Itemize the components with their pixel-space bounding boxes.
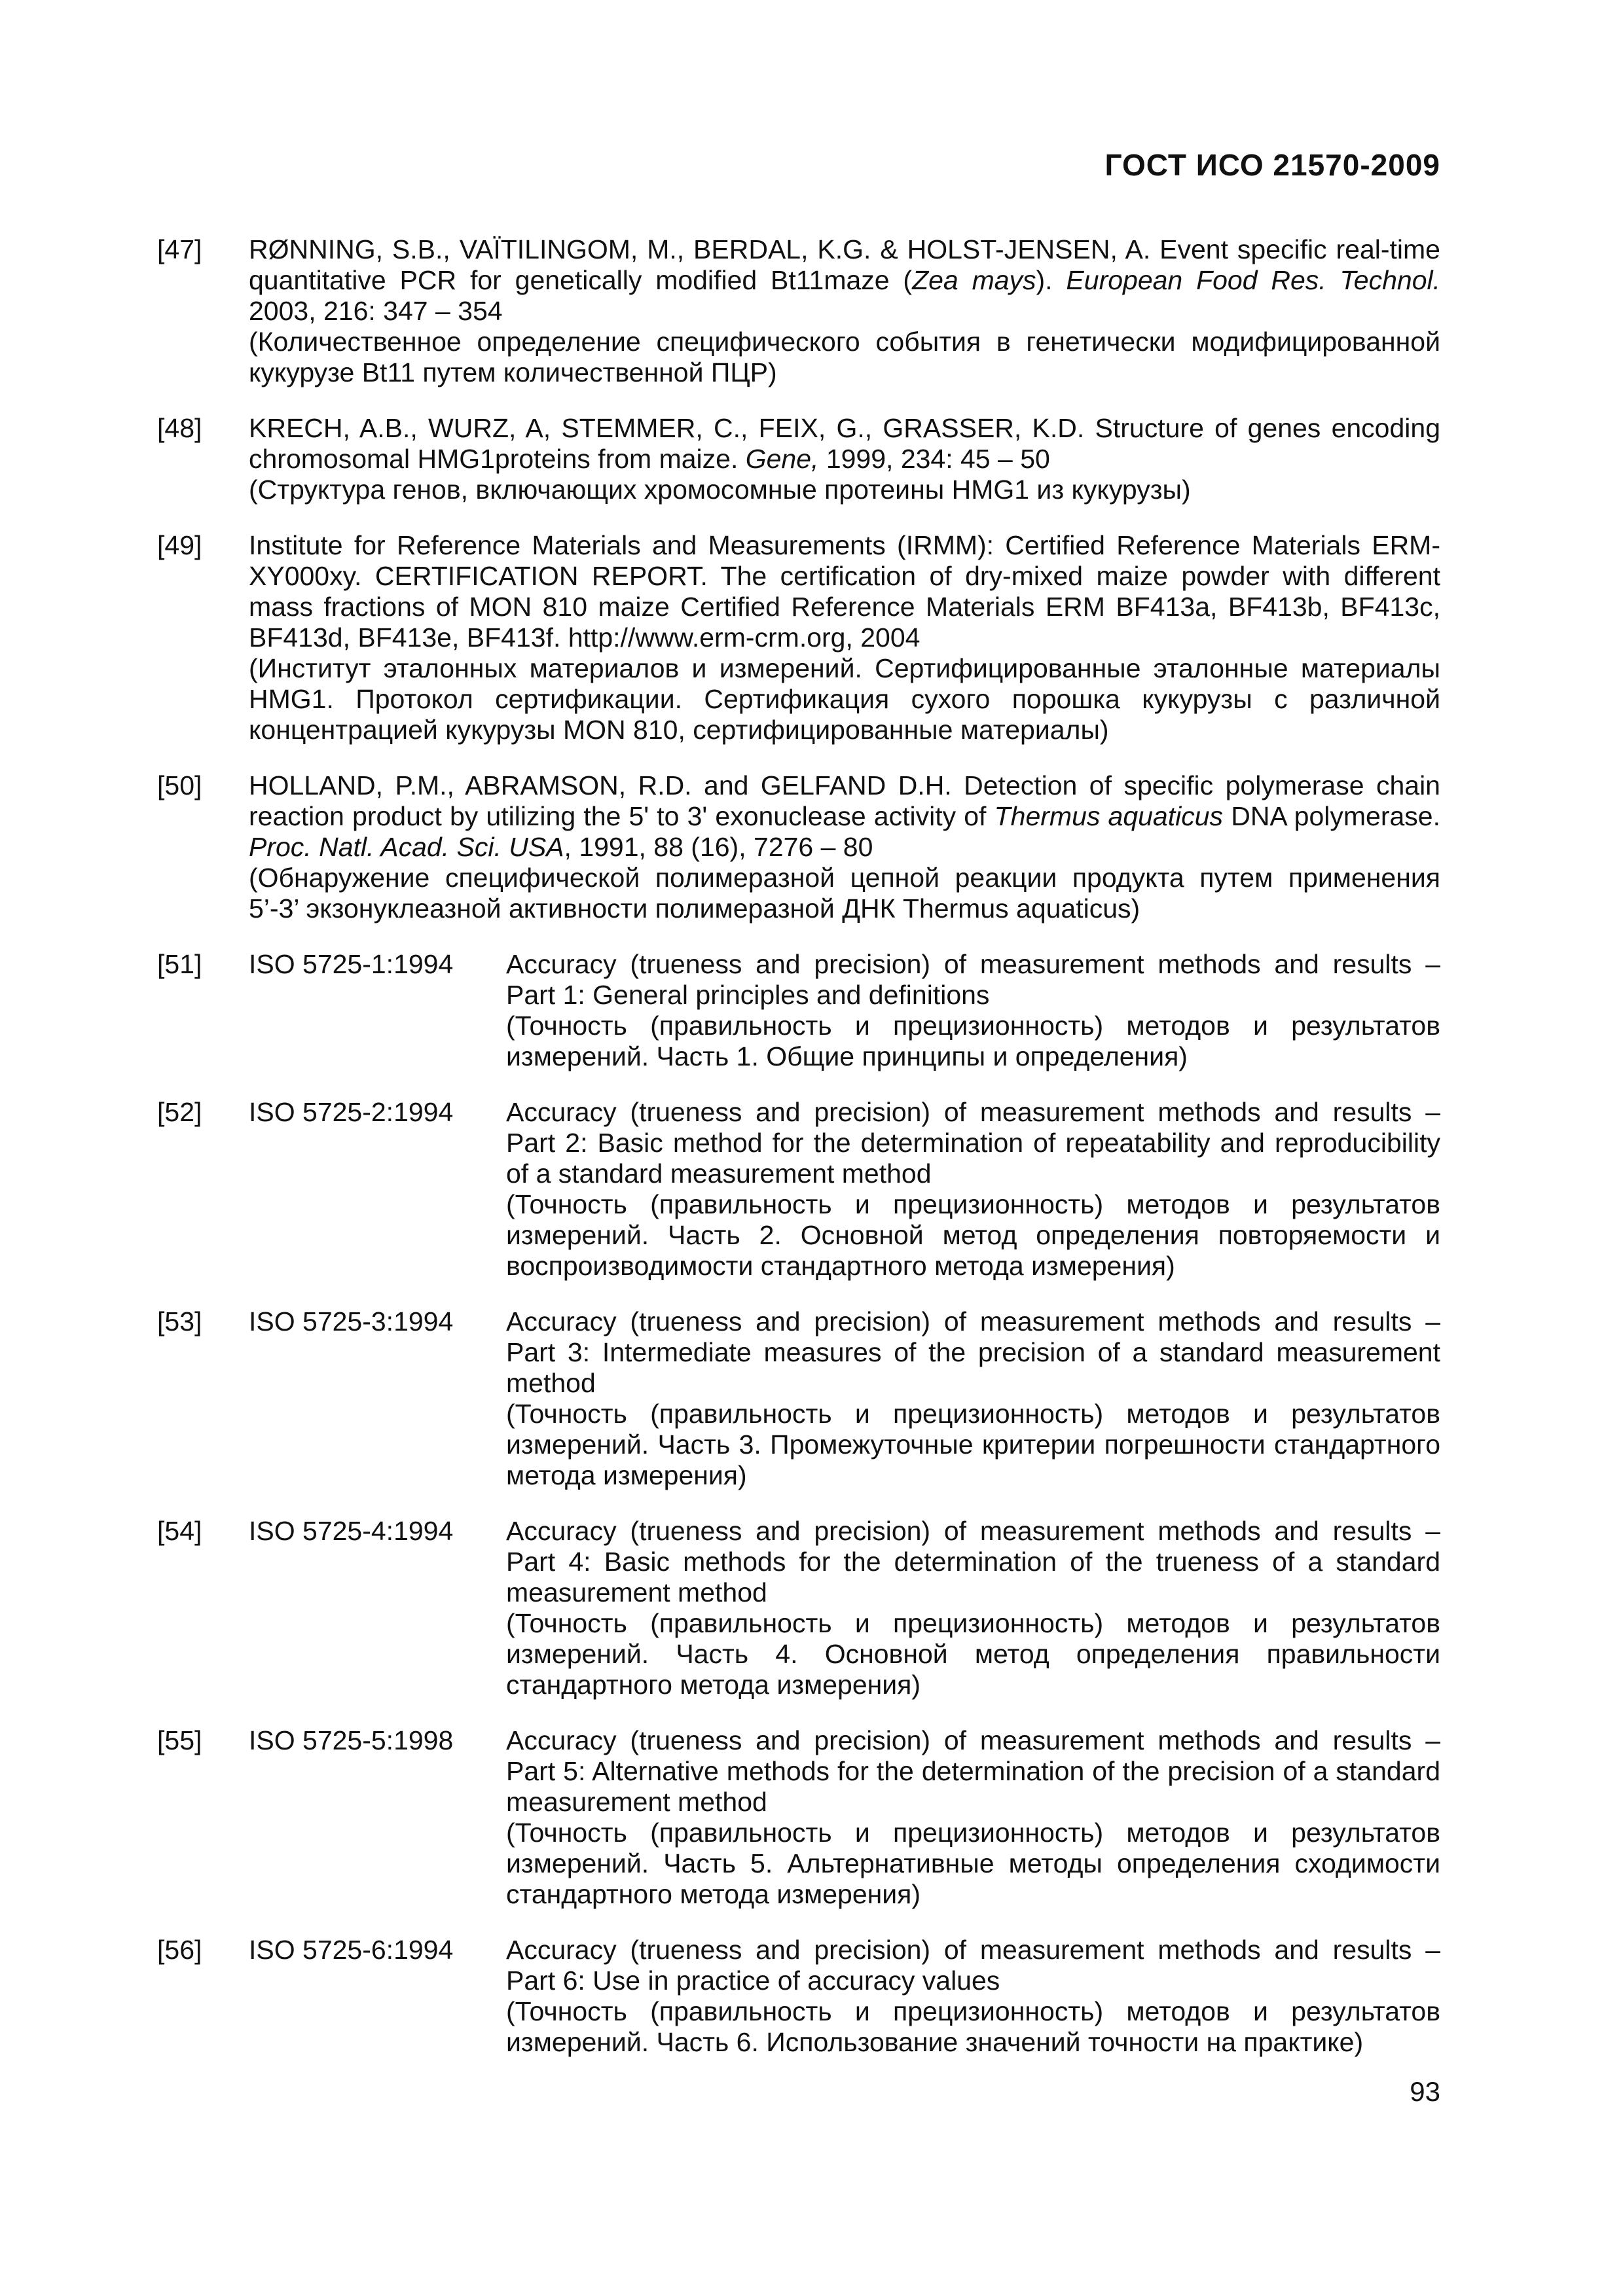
reference-text <box>249 530 1440 745</box>
reference-title: Accuracy (trueness and precision) of measurement methods and results – Part 6: Use in practice of accuracy values <box>506 1935 1440 1996</box>
reference-translation: (Институт эталонных материалов и измерений. Сертифицированные эталонные материалы HMG1. Протокол сертификации. Сертификация сухого порошка кукурузы с различной концентрацией кукурузы MON 810, сертифицированные материалы) <box>249 653 1440 745</box>
reference-text-part: HOLLAND, P.M., ABRAMSON, R.D. and GELFAND D.H. Detection of specific polymerase chain reaction product by utilizing the 5' to 3' exonuclease activity of <box>249 770 1440 831</box>
reference-translation: (Структура генов, включающих хромосомные протеины HMG1 из кукурузы) <box>249 475 1191 505</box>
reference-translation: (Точность (правильность и прецизионность) методов и результатов измерений. Часть 2. Основной метод определения повторяемости и воспроизводимости стандартного метода измерения) <box>506 1189 1440 1281</box>
reference-47 <box>157 234 1440 388</box>
reference-title: Accuracy (trueness and precision) of measurement methods and results – Part 4: Basic methods for the determination of the trueness of a standard measurement method <box>506 1516 1440 1607</box>
page-number: 93 <box>1410 2076 1440 2107</box>
reference-text <box>249 770 1440 924</box>
reference-49 <box>157 530 1440 745</box>
reference-text <box>506 1516 1440 1700</box>
reference-title: Accuracy (trueness and precision) of measurement methods and results – Part 2: Basic method for the determination of repeatability and reproducibility of a standard measurement method <box>506 1097 1440 1189</box>
standard-code: ISO 5725-4:1994 <box>249 1516 454 1546</box>
reference-italic: Gene, <box>745 444 819 474</box>
reference-text-part: Institute for Reference Materials and Measurements (IRMM): Certified Reference Materials ERM-XY000xy. CERTIFICATION REPORT. The certification of dry-mixed maize powder with different mass fractions of MON 810 maize Certified Reference Materials ERM BF413a, BF413b, BF413c, BF413d, BF413e, BF413f. http://www.erm-crm.org, 2004 <box>249 530 1440 653</box>
reference-text-part: 2003, 216: 347 – 354 <box>249 296 503 326</box>
reference-text-part: DNA polymerase. <box>1223 801 1440 831</box>
standard-code: ISO 5725-1:1994 <box>249 949 454 979</box>
reference-number: [55] <box>157 1725 202 1755</box>
reference-number: [52] <box>157 1097 202 1127</box>
reference-text-part: KRECH, A.B., WURZ, A, STEMMER, C., FEIX, G., GRASSER, K.D. Structure of genes encoding chromosomal HMG1proteins from maize. <box>249 413 1440 474</box>
reference-translation: (Точность (правильность и прецизионность) методов и результатов измерений. Часть 5. Альтернативные методы определения сходимости стандартного метода измерения) <box>506 1818 1440 1909</box>
reference-text-part: ). <box>1036 265 1067 295</box>
reference-54 <box>157 1516 1440 1700</box>
reference-48 <box>157 413 1440 505</box>
reference-text-part: , 1991, 88 (16), 7276 – 80 <box>564 832 873 862</box>
reference-text <box>249 413 1440 505</box>
reference-italic: Zea mays <box>912 265 1036 295</box>
reference-number: [51] <box>157 949 202 979</box>
reference-number: [49] <box>157 530 202 560</box>
standard-code: ISO 5725-3:1994 <box>249 1306 454 1336</box>
reference-text <box>249 234 1440 388</box>
reference-text <box>506 1725 1440 1910</box>
reference-number: [50] <box>157 770 202 800</box>
reference-number: [47] <box>157 234 202 264</box>
reference-title: Accuracy (trueness and precision) of measurement methods and results – Part 5: Alternative methods for the determination of the precision of a standard measurement method <box>506 1725 1440 1817</box>
reference-52 <box>157 1097 1440 1282</box>
reference-text-part: RØNNING, S.B., VAÏTILINGOM, M., BERDAL, K.G. & HOLST-JENSEN, A. Event specific real-time quantitative PCR for genetically modified Bt11maze ( <box>249 234 1440 295</box>
standard-code: ISO 5725-2:1994 <box>249 1097 454 1127</box>
reference-italic: European Food Res. Technol. <box>1066 265 1441 295</box>
reference-translation: (Точность (правильность и прецизионность) методов и результатов измерений. Часть 3. Промежуточные критерии погрешности стандартного метода измерения) <box>506 1399 1440 1490</box>
reference-text <box>506 1306 1440 1491</box>
reference-italic: Proc. Natl. Acad. Sci. USA <box>249 832 564 862</box>
reference-50 <box>157 770 1440 924</box>
reference-number: [53] <box>157 1306 202 1336</box>
reference-translation: (Точность (правильность и прецизионность) методов и результатов измерений. Часть 6. Использование значений точности на практике) <box>506 1996 1440 2057</box>
reference-number: [56] <box>157 1935 202 1965</box>
reference-number: [54] <box>157 1516 202 1546</box>
reference-title: Accuracy (trueness and precision) of measurement methods and results – Part 1: General principles and definitions <box>506 949 1440 1010</box>
bibliography <box>157 234 1440 2083</box>
standard-code: ISO 5725-5:1998 <box>249 1725 454 1755</box>
reference-translation: (Количественное определение специфического события в генетически модифицированной кукурузе Bt11 путем количественной ПЦР) <box>249 327 1440 387</box>
reference-55 <box>157 1725 1440 1910</box>
document-header: ГОСТ ИСО 21570-2009 <box>1104 148 1440 182</box>
reference-italic: Thermus aquaticus <box>994 801 1224 831</box>
reference-translation: (Обнаружение специфической полимеразной цепной реакции продукта путем применения 5’-3’ экзонуклеазной активности полимеразной ДНК Thermus aquaticus) <box>249 863 1440 924</box>
reference-51 <box>157 949 1440 1072</box>
standard-code: ISO 5725-6:1994 <box>249 1935 454 1965</box>
reference-translation: (Точность (правильность и прецизионность) методов и результатов измерений. Часть 4. Основной метод определения правильности стандартного метода измерения) <box>506 1608 1440 1700</box>
reference-translation: (Точность (правильность и прецизионность) методов и результатов измерений. Часть 1. Общие принципы и определения) <box>506 1011 1440 1071</box>
reference-text <box>506 1097 1440 1282</box>
reference-text <box>506 949 1440 1072</box>
reference-title: Accuracy (trueness and precision) of measurement methods and results – Part 3: Intermediate measures of the precision of a standard measurement method <box>506 1306 1440 1398</box>
reference-number: [48] <box>157 413 202 443</box>
reference-53 <box>157 1306 1440 1491</box>
reference-56 <box>157 1935 1440 2058</box>
reference-text <box>506 1935 1440 2058</box>
reference-text-part: 1999, 234: 45 – 50 <box>818 444 1050 474</box>
